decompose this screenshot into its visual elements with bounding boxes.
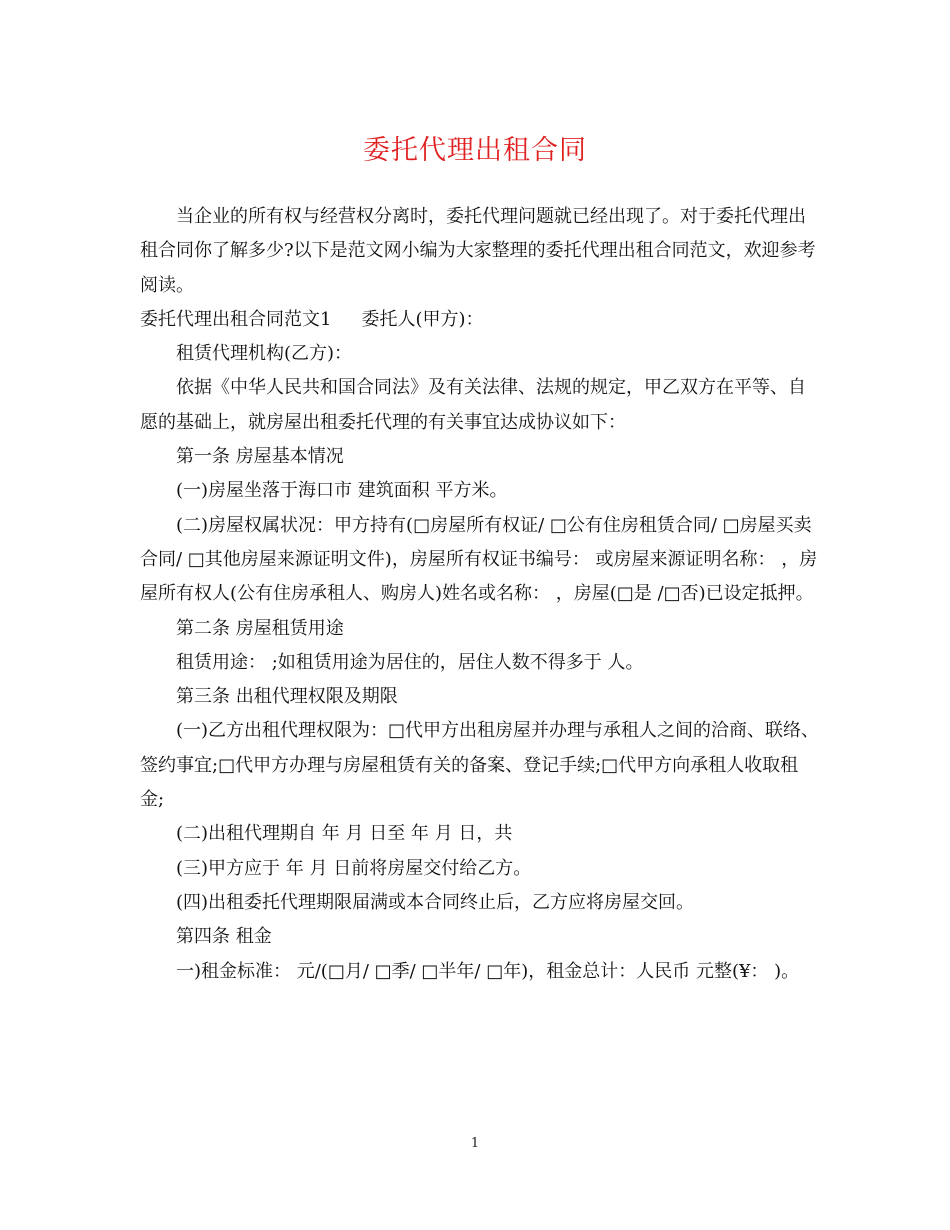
document-title: 委托代理出租合同 [363,135,587,166]
agent-party-label: 租赁代理机构(乙方)： [176,343,353,365]
principal-party-label: 委托人(甲方)： [361,308,484,330]
article-3-item-4: (四)出租委托代理期限届满或本合同终止后，乙方应将房屋交回。 [176,891,695,913]
article-3-item-2: (二)出租代理期自 年 月 日至 年 月 日，共 [176,823,513,845]
article-4-heading: 第四条 租金 [176,926,272,948]
article-1-heading: 第一条 房屋基本情况 [176,446,344,468]
article-3-item-1: (一)乙方出租代理权限为：□代甲方出租房屋并办理与承租人之间的洽商、联络、签约事宜;□代甲方办理与房屋租赁有关的备案、登记手续;□代甲方向承租人收取租金; [140,720,820,811]
article-1-item-1: (一)房屋坐落于海口市 建筑面积 平方米。 [176,480,508,502]
article-3-heading: 第三条 出租代理权限及期限 [176,686,398,708]
basis-paragraph: 依据《中华人民共和国合同法》及有关法律、法规的规定，甲乙双方在平等、自愿的基础上，就房屋出租委托代理的有关事宜达成协议如下： [140,377,806,433]
intro-paragraph: 当企业的所有权与经营权分离时，委托代理问题就已经出现了。对于委托代理出租合同你了解多少?以下是范文网小编为大家整理的委托代理出租合同范文，欢迎参考阅读。 [140,206,816,296]
document-body [140,200,820,989]
article-3-item-3: (三)甲方应于 年 月 日前将房屋交付给乙方。 [176,857,532,879]
article-4-item-1: 一)租金标准： 元/(□月/ □季/ □半年/ □年)，租金总计：人民币 元整(¥： )。 [176,960,800,982]
article-1-item-2: (二)房屋权属状况：甲方持有(□房屋所有权证/ □公有住房租赁合同/ □房屋买卖合同/ □其他房屋来源证明文件)，房屋所有权证书编号： 或房屋来源证明名称： ，房屋所有权人(公有住房承租人、购房人)姓名或名称： ，房屋(□是 /□否)已设定抵押。 [140,514,818,605]
sample-heading: 委托代理出租合同范文1 [140,308,332,330]
article-2-heading: 第二条 房屋租赁用途 [176,617,344,639]
sample-heading-line [140,303,820,337]
page-number: 1 [470,1136,480,1151]
article-2-body: 租赁用途： ;如租赁用途为居住的，居住人数不得多于 人。 [176,651,644,673]
